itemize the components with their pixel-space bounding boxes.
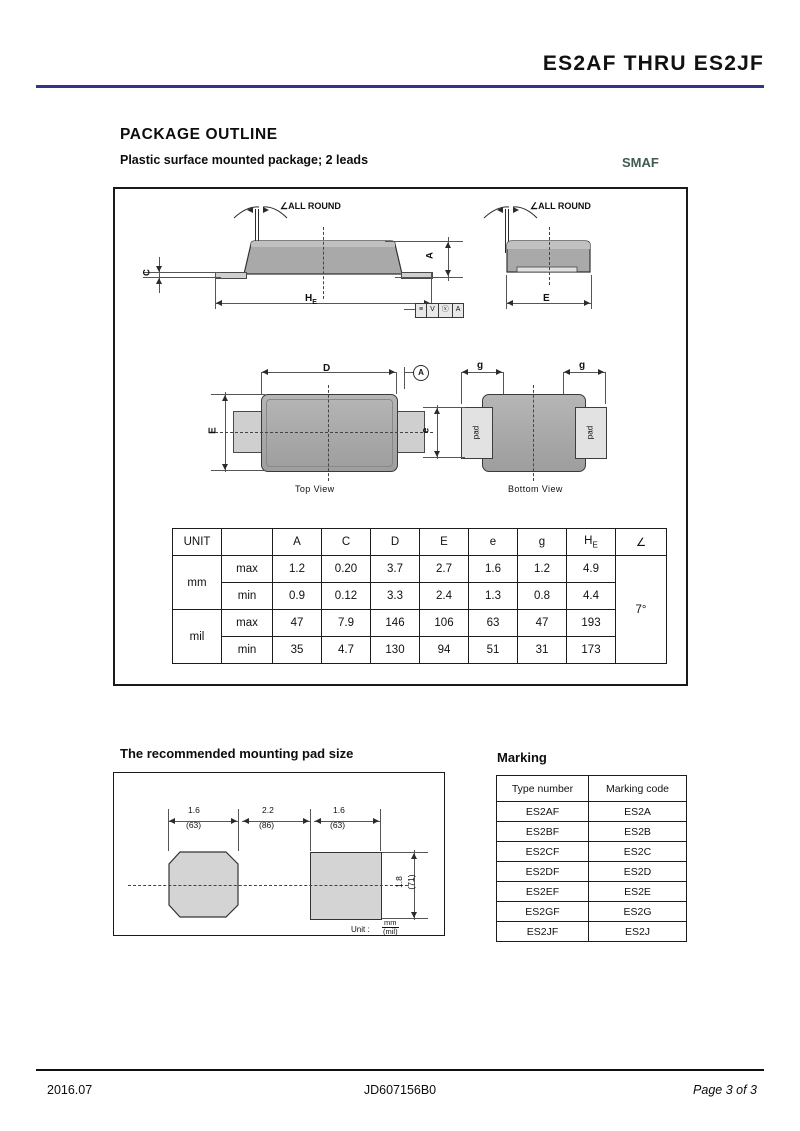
pad-shape-right [310,852,382,920]
header-g: g [518,529,567,556]
pad-unit-numerator: mm [382,919,399,928]
cell-mm-min-c: 0.12 [322,583,371,610]
pad-unit-label: Unit : [351,925,370,934]
cell-mm-min-d: 3.3 [371,583,420,610]
cell-mil-max-d: 146 [371,610,420,637]
marking-type-3: ES2DF [497,862,589,882]
cell-angle-value: 7° [616,556,667,664]
marking-code-6: ES2J [589,922,687,942]
pad-label-left: pad [471,425,481,440]
cell-limit-max: max [222,556,273,583]
feature-control-frame [415,303,464,318]
pad-label-right: pad [585,425,595,440]
package-outline-heading: PACKAGE OUTLINE [120,126,278,143]
mounting-pad-heading: The recommended mounting pad size [120,746,354,761]
cell-mm-min-g: 0.8 [518,583,567,610]
cell-unit-mil: mil [173,610,222,664]
marking-heading: Marking [497,750,547,765]
dim-c-label: C [141,269,153,276]
cell-mm-max-he: 4.9 [567,556,616,583]
table-row-mm-max [173,556,667,583]
cell-mm-min-he: 4.4 [567,583,616,610]
table-row-mm-min [173,583,667,610]
dim-e-label-end: E [543,293,550,304]
cell-limit-min: min [222,583,273,610]
marking-header-type: Type number [497,776,589,802]
marking-header-row [497,776,687,802]
cell-mm-max-a: 1.2 [273,556,322,583]
cell-mil-min-he: 173 [567,637,616,664]
cell-mil-max-a: 47 [273,610,322,637]
cell-mm-max-d: 3.7 [371,556,420,583]
cell-mm-min-e: 2.4 [420,583,469,610]
pad-unit-denominator: (mil) [383,926,398,936]
dim-e-label-top: E [207,427,219,434]
all-round-label-side: ∠ALL ROUND [280,201,341,211]
cell-mil-min-epitch: 51 [469,637,518,664]
footer-divider [36,1069,764,1071]
header-divider [36,85,764,88]
marking-row-1 [497,822,687,842]
pad-dim-right-mil: (63) [330,820,346,830]
cell-mil-min-e: 94 [420,637,469,664]
cell-mm-min-epitch: 1.3 [469,583,518,610]
marking-header-code: Marking code [589,776,687,802]
page-title: ES2AF THRU ES2JF [542,52,764,75]
cell-mil-max-epitch: 63 [469,610,518,637]
pad-dim-height-mil: (71) [406,874,416,890]
marking-type-1: ES2BF [497,822,589,842]
pad-dim-right-mm: 1.6 [333,805,345,815]
datum-a-circle: A [413,365,429,381]
pad-dim-center-mil: (86) [259,820,275,830]
cell-mil-max-he: 193 [567,610,616,637]
header-angle: ∠ [616,529,667,556]
header-e-pitch: e [469,529,518,556]
marking-type-4: ES2EF [497,882,589,902]
dim-g-left-label: g [477,360,484,371]
cell-mil-min-d: 130 [371,637,420,664]
cell-mil-min-g: 31 [518,637,567,664]
fcf-tolerance-cell: V [427,304,439,317]
marking-row-5 [497,902,687,922]
cell-mm-min-a: 0.9 [273,583,322,610]
pad-dim-left-mil: (63) [186,820,202,830]
pad-unit-fraction [382,919,399,936]
marking-code-4: ES2E [589,882,687,902]
header-c: C [322,529,371,556]
cell-unit-mm: mm [173,556,222,610]
dimension-table [172,528,667,664]
marking-code-3: ES2D [589,862,687,882]
cell-mil-min-c: 4.7 [322,637,371,664]
top-view-caption: Top View [295,484,335,494]
footer-page-number: Page 3 of 3 [693,1083,757,1097]
marking-type-6: ES2JF [497,922,589,942]
dim-d-label: D [323,363,331,374]
table-row-mil-min [173,637,667,664]
cell-limit-min-mil: min [222,637,273,664]
marking-type-5: ES2GF [497,902,589,922]
marking-code-0: ES2A [589,802,687,822]
marking-code-2: ES2C [589,842,687,862]
header-a: A [273,529,322,556]
dim-he-label: $H_E$ [305,293,317,306]
cell-mil-max-g: 47 [518,610,567,637]
fcf-modifier-cell: ⓧ [439,304,453,317]
cell-mm-max-e: 2.7 [420,556,469,583]
cell-mm-max-g: 1.2 [518,556,567,583]
package-subtitle: Plastic surface mounted package; 2 leads [120,153,369,167]
pad-dim-left-mm: 1.6 [188,805,200,815]
header-he: $H_E$ [567,529,616,556]
table-header-row [173,529,667,556]
pad-dim-height-mm: 1.8 [394,876,404,888]
table-row-mil-max [173,610,667,637]
marking-code-5: ES2G [589,902,687,922]
cell-mil-max-c: 7.9 [322,610,371,637]
fcf-symbol-cell: ≡ [416,304,427,317]
marking-row-2 [497,842,687,862]
marking-row-4 [497,882,687,902]
cell-mil-max-e: 106 [420,610,469,637]
smaf-package-label: SMAF [622,155,659,170]
footer-document-number: JD607156B0 [363,1083,437,1097]
marking-row-3 [497,862,687,882]
dim-g-right-label: g [579,360,586,371]
header-e: E [420,529,469,556]
footer-date: 2016.07 [47,1083,93,1097]
fcf-datum-cell: A [455,306,461,313]
marking-code-1: ES2B [589,822,687,842]
marking-table [496,775,687,942]
marking-type-0: ES2AF [497,802,589,822]
marking-type-2: ES2CF [497,842,589,862]
marking-row-0 [497,802,687,822]
header-unit: UNIT [173,529,222,556]
cell-mm-max-c: 0.20 [322,556,371,583]
dim-a-label: A [424,252,436,259]
mounting-pad-drawing [113,772,445,936]
pad-dim-center-mm: 2.2 [262,805,274,815]
package-body-bottom [482,394,586,472]
cell-mm-max-epitch: 1.6 [469,556,518,583]
cell-mil-min-a: 35 [273,637,322,664]
cell-limit-max-mil: max [222,610,273,637]
dim-e-pitch-label: e [420,427,432,434]
marking-row-6 [497,922,687,942]
header-d: D [371,529,420,556]
header-limit [222,529,273,556]
all-round-label-end: ∠ALL ROUND [530,201,591,211]
bottom-view-caption: Bottom View [508,484,563,494]
